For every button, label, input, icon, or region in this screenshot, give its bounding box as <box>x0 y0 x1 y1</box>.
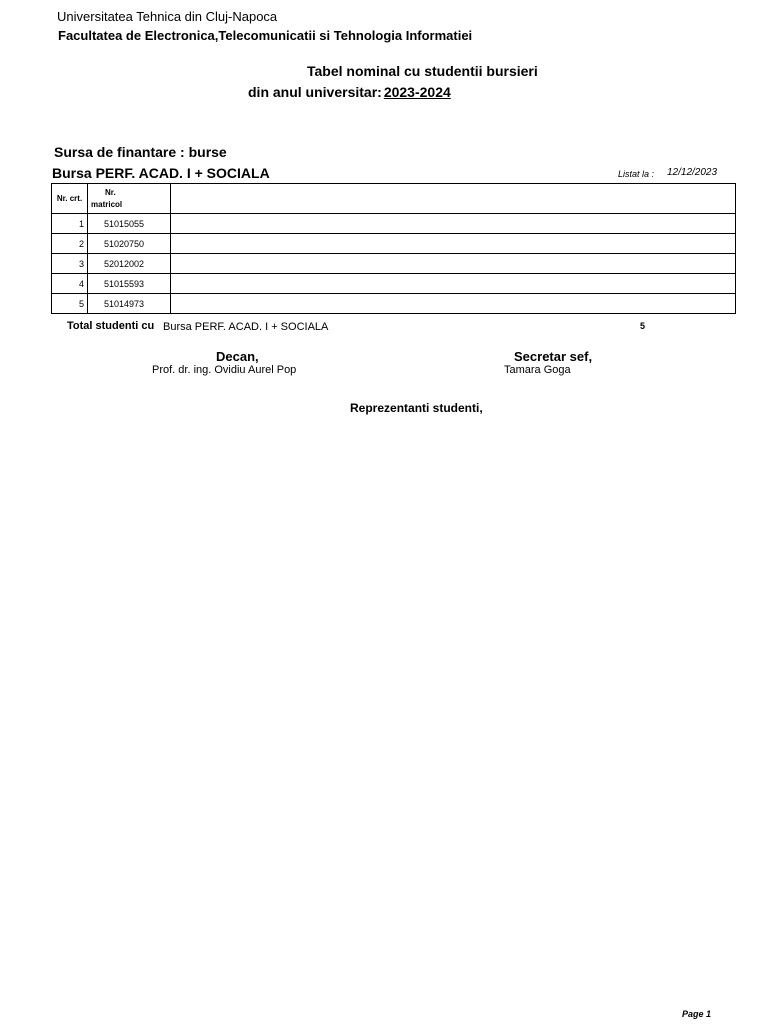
document-title: Tabel nominal cu studentii bursieri <box>307 63 538 79</box>
academic-year-line <box>248 84 451 100</box>
row-matricol: 51020750 <box>88 234 171 254</box>
total-count: 5 <box>640 321 646 331</box>
row-empty-cell <box>171 274 736 294</box>
university-name: Universitatea Tehnica din Cluj-Napoca <box>57 9 278 24</box>
total-scholarship: Bursa PERF. ACAD. I + SOCIALA <box>163 321 329 333</box>
students-table <box>51 183 736 314</box>
row-matricol: 51015055 <box>88 214 171 234</box>
dean-title: Decan, <box>216 349 259 364</box>
funding-source: Sursa de finantare : burse <box>54 144 227 160</box>
row-nr: 1 <box>52 214 88 234</box>
table-row <box>52 234 736 254</box>
total-label: Total studenti cu <box>67 320 155 332</box>
row-nr: 5 <box>52 294 88 314</box>
row-empty-cell <box>171 214 736 234</box>
header-empty <box>171 184 736 214</box>
header-nr-matricol <box>88 184 171 214</box>
chief-secretary-title: Secretar sef, <box>514 349 593 364</box>
header-nr-crt: Nr. crt. <box>52 184 88 214</box>
listed-label: Listat la : <box>618 169 655 179</box>
faculty-name: Facultatea de Electronica,Telecomunicatii si Tehnologia Informatiei <box>58 28 473 43</box>
academic-year-label: din anul universitar: <box>248 84 382 100</box>
row-nr: 3 <box>52 254 88 274</box>
row-empty-cell <box>171 294 736 314</box>
table-row <box>52 294 736 314</box>
row-nr: 4 <box>52 274 88 294</box>
row-empty-cell <box>171 254 736 274</box>
chief-secretary-name: Tamara Goga <box>504 364 571 376</box>
table-header-row <box>52 184 736 214</box>
scholarship-type: Bursa PERF. ACAD. I + SOCIALA <box>52 165 270 181</box>
row-nr: 2 <box>52 234 88 254</box>
header-nr-matricol-line2: matricol <box>91 200 123 209</box>
row-matricol: 51015593 <box>88 274 171 294</box>
dean-name: Prof. dr. ing. Ovidiu Aurel Pop <box>152 364 297 376</box>
table-row <box>52 214 736 234</box>
listed-date: 12/12/2023 <box>667 167 718 178</box>
student-representatives: Reprezentanti studenti, <box>350 401 483 415</box>
row-matricol: 52012002 <box>88 254 171 274</box>
page-number: Page 1 <box>682 1009 712 1019</box>
header-nr-matricol-line1: Nr. <box>105 188 116 197</box>
table-row <box>52 254 736 274</box>
row-empty-cell <box>171 234 736 254</box>
table-row <box>52 274 736 294</box>
academic-year-value: 2023-2024 <box>383 84 451 100</box>
row-matricol: 51014973 <box>88 294 171 314</box>
